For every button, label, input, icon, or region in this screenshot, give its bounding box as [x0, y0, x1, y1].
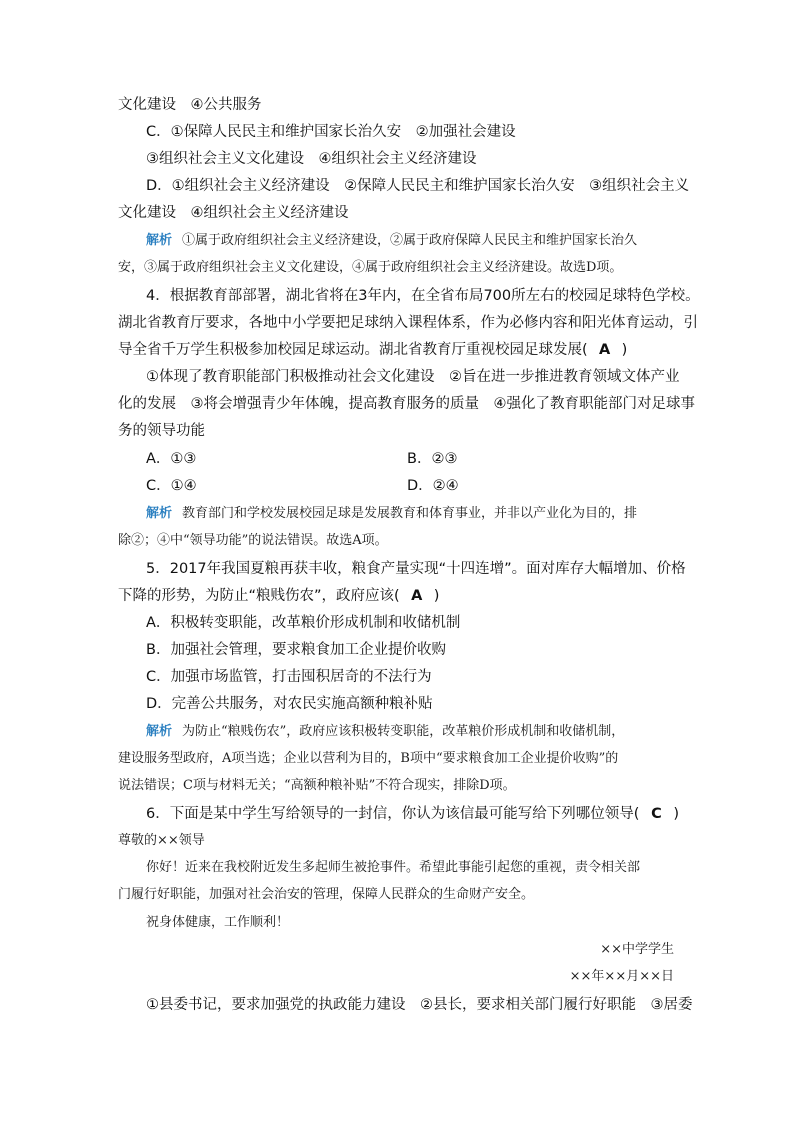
answer-letter: C [651, 806, 662, 822]
line-text: 安，③属于政府组织社会主义文化建设，④属于政府组织社会主义经济建设。故选D项。 [118, 260, 623, 275]
option-b [146, 640, 446, 660]
line-text: ①属于政府组织社会主义经济建设，②属于政府保障人民民主和维护国家长治久 [182, 233, 638, 248]
text-line [118, 394, 695, 414]
question-4-stem [146, 286, 700, 306]
letter-closing [146, 913, 289, 933]
line-text: 4．根据教育部部署，湖北省将在3年内，在全省布局700所左右的校园足球特色学校。 [146, 288, 700, 304]
line-text: C．①保障人民民主和维护国家长治久安 ②加强社会建设 [146, 124, 516, 140]
line-text: ××年××月××日 [569, 969, 674, 984]
option-d [146, 694, 433, 714]
line-text: ①体现了教育职能部门积极推动社会文化建设 ②旨在进一步推进教育领域文体产业 [146, 369, 680, 385]
letter-body [146, 858, 640, 878]
option-d [407, 476, 459, 496]
answer-letter: A [411, 588, 423, 604]
line-text: 导全省千万学生积极参加校园足球运动。湖北省教育厅重视校园足球发展( [118, 342, 588, 358]
paren-close: ) [673, 806, 680, 822]
line-text: 文化建设 ④公共服务 [118, 97, 262, 113]
line-text: ①县委书记，要求加强党的执政能力建设 ②县长，要求相关部门履行好职能 ③居委 [146, 997, 693, 1013]
question-6-stem [146, 804, 679, 824]
analysis-line [118, 749, 618, 769]
text-line [146, 995, 693, 1015]
analysis-line [118, 258, 622, 278]
option-b [407, 449, 457, 469]
line-text: D．完善公共服务，对农民实施高额种粮补贴 [146, 696, 433, 712]
line-text: 化的发展 ③将会增强青少年体魄，提高教育服务的质量 ④强化了教育职能部门对足球事 [118, 396, 695, 412]
question-5-stem [146, 559, 686, 579]
analysis-label: 解析 [146, 233, 173, 248]
option-a [146, 449, 196, 469]
line-text: B．②③ [407, 451, 458, 467]
line-text: 除②；④中“领导功能”的说法错误。故选A项。 [118, 533, 388, 548]
line-text: 祝身体健康，工作顺利！ [146, 915, 290, 930]
text-line [118, 586, 439, 606]
letter-salutation [118, 831, 205, 851]
line-text: A．积极转变职能，改革粮价形成机制和收储机制 [146, 615, 461, 631]
line-text: B．加强社会管理，要求粮食加工企业提价收购 [146, 642, 446, 658]
line-text: 教育部门和学校发展校园足球是发展教育和体育事业，并非以产业化为目的，排 [182, 506, 638, 521]
paren-close: ) [621, 342, 628, 358]
line-text: C．加强市场监管，打击囤积居奇的不法行为 [146, 669, 432, 685]
text-line [118, 313, 698, 333]
line-text: 门履行好职能，加强对社会治安的管理，保障人民群众的生命财产安全。 [118, 887, 535, 902]
line-text: 6．下面是某中学生写给领导的一封信，你认为该信最可能写给下列哪位领导( [146, 806, 640, 822]
line-text: 下降的形势，为防止“粮贱伤农”，政府应该( [118, 588, 400, 604]
text-line [118, 203, 349, 223]
option-c-line [146, 122, 516, 142]
line-text: 尊敬的××领导 [118, 833, 205, 848]
paren-close: ) [433, 588, 440, 604]
line-text: 建设服务型政府，A项当选；企业以营利为目的，B项中“要求粮食加工企业提价收购”的 [118, 751, 619, 766]
analysis-line [118, 776, 516, 796]
line-text: D．①组织社会主义经济建设 ②保障人民民主和维护国家长治久安 ③组织社会主义 [146, 178, 690, 194]
line-text: 文化建设 ④组织社会主义经济建设 [118, 205, 349, 221]
analysis-line [146, 231, 637, 251]
line-text: C．①④ [146, 478, 197, 494]
analysis-line [146, 504, 637, 524]
answer-letter: A [599, 342, 611, 358]
analysis-line [146, 722, 624, 742]
analysis-line [118, 531, 388, 551]
letter-body [118, 885, 534, 905]
line-text: 5．2017年我国夏粮再获丰收，粮食产量实现“十四连增”。面对库存大幅增加、价格 [146, 561, 686, 577]
letter-signature [500, 940, 674, 960]
text-line [118, 340, 627, 360]
option-c [146, 476, 197, 496]
line-text: 说法错误；C项与材料无关；“高额种粮补贴”不符合现实，排除D项。 [118, 778, 516, 793]
line-text: ③组织社会主义文化建设 ④组织社会主义经济建设 [146, 151, 477, 167]
line-text: 你好！近来在我校附近发生多起师生被抢事件。希望此事能引起您的重视，责令相关部 [146, 860, 641, 875]
line-text: ××中学学生 [600, 942, 674, 957]
text-line [118, 95, 262, 115]
line-text: D．②④ [407, 478, 459, 494]
text-line [118, 421, 205, 441]
option-c [146, 667, 432, 687]
analysis-label: 解析 [146, 724, 173, 739]
text-line [146, 149, 477, 169]
option-a [146, 613, 460, 633]
line-text: 湖北省教育厅要求，各地中小学要把足球纳入课程体系，作为必修内容和阳光体育运动，引 [118, 315, 698, 331]
line-text: A．①③ [146, 451, 197, 467]
option-d-line [146, 176, 689, 196]
letter-date [500, 967, 674, 987]
line-text: 为防止“粮贱伤农”，政府应该积极转变职能，改革粮价形成机制和收储机制， [182, 724, 625, 739]
line-text: 务的领导功能 [118, 423, 205, 439]
analysis-label: 解析 [146, 506, 173, 521]
text-line [146, 367, 680, 387]
